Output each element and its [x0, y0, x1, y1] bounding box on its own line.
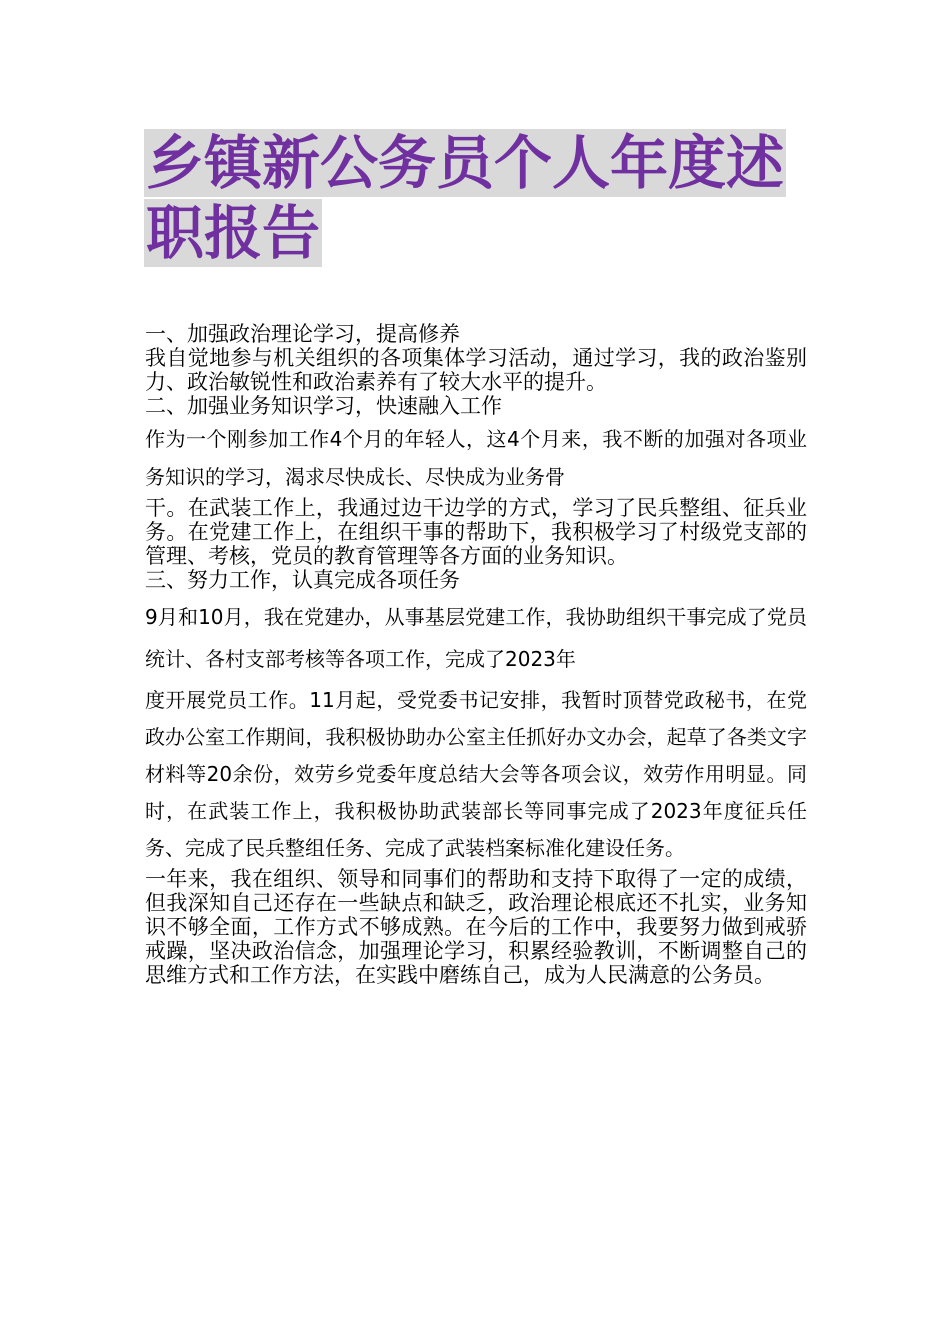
section-1-paragraph: 我自觉地参与机关组织的各项集体学习活动，通过学习，我的政治鉴别力、政治敏锐性和政治素养有了较大水平的提升。 — [145, 346, 807, 394]
section-3-heading: 三、努力工作，认真完成各项任务 — [145, 568, 460, 592]
section-2-paragraph-part-a: 作为一个刚参加工作4个月的年轻人，这4个月来，我不断的加强对各项业务知识的学习，渴求尽快成长、尽快成为业务骨 — [145, 427, 807, 489]
section-3-paragraph-part-b: 度开展党员工作。11月起，受党委书记安排，我暂时顶替党政秘书，在党政办公室工作期间，我积极协助办公室主任抓好办文办会，起草了各类文字材料等20余份，效劳乡党委年度总结大会等各项会议，效劳作用明显。同时，在武装工作上，我积极协助武装部长等同事完成了2023年度征兵任务、完成了民兵整组任务、完成了武装档案标准化建设任务。 — [145, 688, 807, 860]
document-body — [145, 322, 807, 987]
document-title — [144, 128, 816, 268]
section-2-heading: 二、加强业务知识学习，快速融入工作 — [145, 394, 502, 418]
closing-paragraph: 一年来，我在组织、领导和同事们的帮助和支持下取得了一定的成绩，但我深知自己还存在一些缺点和缺乏，政治理论根底还不扎实，业务知识不够全面，工作方式不够成熟。在今后的工作中，我要努力做到戒骄戒躁，坚决政治信念，加强理论学习，积累经验教训，不断调整自己的思维方式和工作方法，在实践中磨练自己，成为人民满意的公务员。 — [145, 867, 807, 987]
section-3-paragraph-part-a: 9月和10月，我在党建办，从事基层党建工作，我协助组织干事完成了党员统计、各村支部考核等各项工作，完成了2023年 — [145, 605, 807, 671]
section-2-paragraph-part-b: 干。在武装工作上，我通过边干边学的方式，学习了民兵整组、征兵业务。在党建工作上，在组织干事的帮助下，我积极学习了村级党支部的管理、考核，党员的教育管理等各方面的业务知识。 — [145, 496, 807, 568]
section-1-heading: 一、加强政治理论学习，提高修养 — [145, 322, 460, 346]
document-title-text: 乡镇新公务员个人年度述职报告 — [146, 129, 785, 267]
